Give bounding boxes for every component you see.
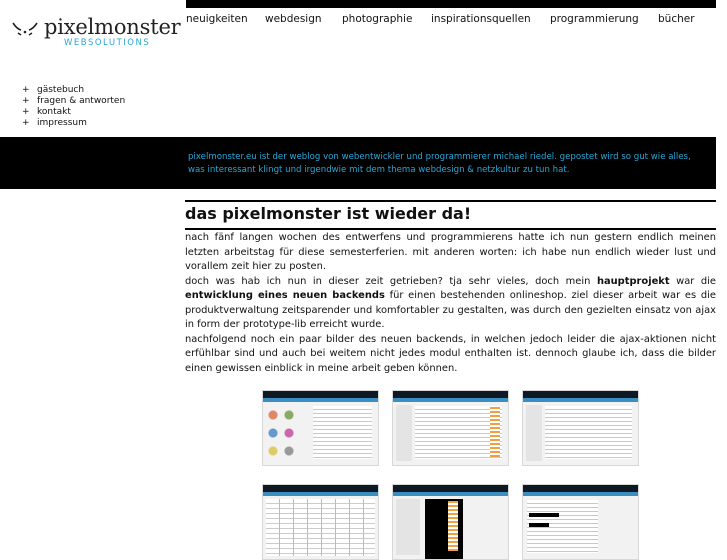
nav-buecher[interactable]: bücher <box>658 13 695 25</box>
screenshot-thumbnail[interactable] <box>262 390 379 466</box>
sidenav-item-faq[interactable] <box>22 96 125 107</box>
sidenav-item-gaestebuch[interactable] <box>22 85 125 96</box>
nav-webdesign[interactable]: webdesign <box>265 13 322 25</box>
nav-inspirationsquellen[interactable]: inspirationsquellen <box>431 13 531 25</box>
bullet-plus: + <box>22 118 30 128</box>
logo-subtitle: WEBSOLUTIONS <box>64 38 151 48</box>
bird-wings-icon <box>12 21 38 39</box>
article-divider-top <box>185 200 716 202</box>
logo-title: pixelmonster <box>44 15 181 39</box>
screenshot-thumbnail[interactable] <box>262 484 379 560</box>
screenshot-thumbnail[interactable] <box>392 390 509 466</box>
screenshot-thumbnail[interactable] <box>522 390 639 466</box>
article-paragraph <box>185 275 716 333</box>
text-run: für einen bestehenden onlineshop. ziel dieser arbeit war es die produktverwaltung zeitsparender und komfortabler zu gestalten, was durch den gezielten einsatz von ajax in form der prototype-lib erreicht wurde. <box>185 290 716 330</box>
top-bar <box>186 0 716 8</box>
nav-photographie[interactable]: photographie <box>342 13 413 25</box>
sidenav-label: gästebuch <box>37 85 85 95</box>
article-paragraph: nach fänf langen wochen des entwerfens und programmierens hatte ich nun gestern endlich meinen letzten arbeitstag für diese semesterferien. mit anderen worten: ich habe nun endlich wieder lust und vorallem zeit hier zu posten. <box>185 232 716 272</box>
text-run: war die <box>669 275 716 287</box>
screenshot-thumbnail[interactable] <box>392 484 509 560</box>
sidenav-label: fragen & antworten <box>37 96 126 106</box>
screenshot-thumbnail[interactable] <box>522 484 639 560</box>
side-navigation <box>22 85 125 129</box>
bullet-plus: + <box>22 96 30 106</box>
text-run: doch was hab ich nun in dieser zeit getrieben? tja sehr vieles, doch mein <box>185 275 597 287</box>
sidenav-item-impressum[interactable] <box>22 118 125 129</box>
sidenav-label: kontakt <box>37 107 71 117</box>
bold-backend: entwicklung eines neuen backends <box>185 290 385 301</box>
banner-edge <box>716 137 727 189</box>
article-body <box>185 231 716 376</box>
sidenav-label: impressum <box>37 118 87 128</box>
bullet-plus: + <box>22 85 30 95</box>
nav-programmierung[interactable]: programmierung <box>550 13 639 25</box>
sidenav-item-kontakt[interactable] <box>22 107 125 118</box>
bold-hauptprojekt: hauptprojekt <box>596 275 670 287</box>
article-title: das pixelmonster ist wieder da! <box>185 204 472 223</box>
banner-text: pixelmonster.eu ist der weblog von webentwickler und programmierer michael riedel. gepostet wird so gut wie alles, was interessant klingt und irgendwie mit dem thema webdesign & netzkultur zu tun hat. <box>188 152 691 175</box>
nav-neuigkeiten[interactable]: neuigkeiten <box>186 13 248 25</box>
bullet-plus: + <box>22 107 30 117</box>
article-divider-bottom <box>185 228 716 230</box>
article-paragraph: nachfolgend noch ein paar bilder des neuen backends, in welchen jedoch leider die ajax-aktionen nicht erfühlbar sind und auch bei weitem nicht jedes modul enthalten ist. dennoch glaube ich, dass die bilder einen gewissen einblick in meine arbeit geben können. <box>185 333 716 374</box>
site-logo[interactable] <box>12 15 181 51</box>
intro-banner <box>0 137 727 189</box>
